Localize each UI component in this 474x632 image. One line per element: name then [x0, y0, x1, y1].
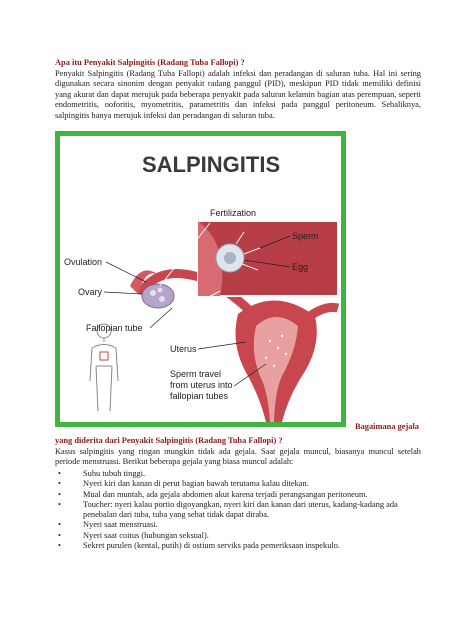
pelvis-marker [100, 352, 108, 360]
list-item [55, 500, 425, 521]
bullet-icon: • [58, 479, 61, 489]
list-item [55, 541, 425, 551]
symptom-text: Nyeri kiri dan kanan di perut bagian bawah terutama kalau ditekan. [83, 479, 309, 489]
list-item [55, 469, 425, 479]
label-ovary: Ovary [78, 287, 103, 297]
label-sperm-travel-2: from uterus into [170, 380, 233, 390]
symptom-text: Nyeri saat coitus (hubungan seksual). [83, 530, 209, 540]
figure-canvas [60, 136, 341, 422]
symptoms-intro-paragraph: Kasus salpingitis yang ringan mungkin tidak ada gejala. Saat gejala muncul, biasanya muncul setelah periode menstruasi. Berikut beberapa gejala yang biasa muncul adalah: [55, 447, 421, 467]
ovary-follicle [158, 288, 163, 293]
label-egg: Egg [292, 262, 309, 272]
salpingitis-illustration [60, 136, 341, 422]
symptom-text: Nyeri saat menstruasi. [83, 520, 158, 530]
salpingitis-figure [55, 131, 346, 427]
section-heading-definition: Apa itu Penyakit Salpingitis (Radang Tuba Fallopi) ? [55, 58, 245, 67]
egg-nucleus [224, 252, 236, 264]
list-item [55, 490, 425, 500]
label-fertilization: Fertilization [210, 208, 257, 218]
bullet-icon: • [58, 530, 61, 540]
symptoms-list [55, 469, 425, 551]
bullet-icon: • [58, 499, 61, 509]
symptom-text: Toucher: nyeri kalau portio digoyangkan, nyeri kiri dan kanan dari uterus, kadang-kadang ada penebalan dari tuba, tuba yang sehat tidak dapat diraba. [83, 499, 398, 520]
section-heading-symptoms-part2: yang diderita dari Penyakit Salpingitis (Radang Tuba Fallopi) ? [55, 436, 283, 445]
ovary-follicle [150, 290, 156, 296]
label-uterus: Uterus [170, 344, 197, 354]
definition-paragraph: Penyakit Salpingitis (Radang Tuba Fallopi) adalah infeksi dan peradangan di saluran tuba. Hal ini sering digunakan secara sinonim dengan penyakit radang panggul (PID), meskipun PID tidak memiliki definisi yang akurat dan dapat merujuk pada beberapa penyakit pada saluran kelamin bagian atas perempuan, seperti endometritis, ooforitis, myometritis, parametritis dan infeksi pada panggul peritoneum. Sebaliknya, salpingitis hanya merujuk infeksi dan peradangan di saluran tuba. [55, 69, 421, 120]
bullet-icon: • [58, 489, 61, 499]
list-item [55, 531, 425, 541]
symptom-text: Mual dan muntah, ada gejala abdomen akut karena terjadi perangsangan peritoneum. [83, 489, 368, 499]
bullet-icon: • [58, 541, 61, 551]
symptom-text: Sekret purulen (kental, putih) di ostium serviks pada pemeriksaan inspekulo. [83, 541, 341, 551]
label-sperm-travel-3: fallopian tubes [170, 391, 229, 401]
ovary-shape [142, 284, 174, 308]
ovary-follicle [159, 296, 165, 302]
label-ovulation: Ovulation [64, 257, 103, 267]
body-silhouette-icon [90, 324, 118, 411]
tube-pointer [150, 308, 172, 328]
bullet-icon: • [58, 469, 61, 478]
ovulation-pointer [106, 262, 146, 282]
section-heading-symptoms-part1: Bagaimana gejala [355, 422, 419, 431]
list-item [55, 479, 425, 489]
list-item [55, 520, 425, 530]
label-sperm-travel-1: Sperm travel [170, 369, 222, 379]
figure-title: SALPINGITIS [142, 152, 281, 177]
label-sperm: Sperm [292, 231, 319, 241]
label-fallopian-tube: Fallopian tube [86, 323, 143, 333]
symptom-text: Suhu tubuh tinggi. [83, 469, 146, 478]
bullet-icon: • [58, 520, 61, 530]
